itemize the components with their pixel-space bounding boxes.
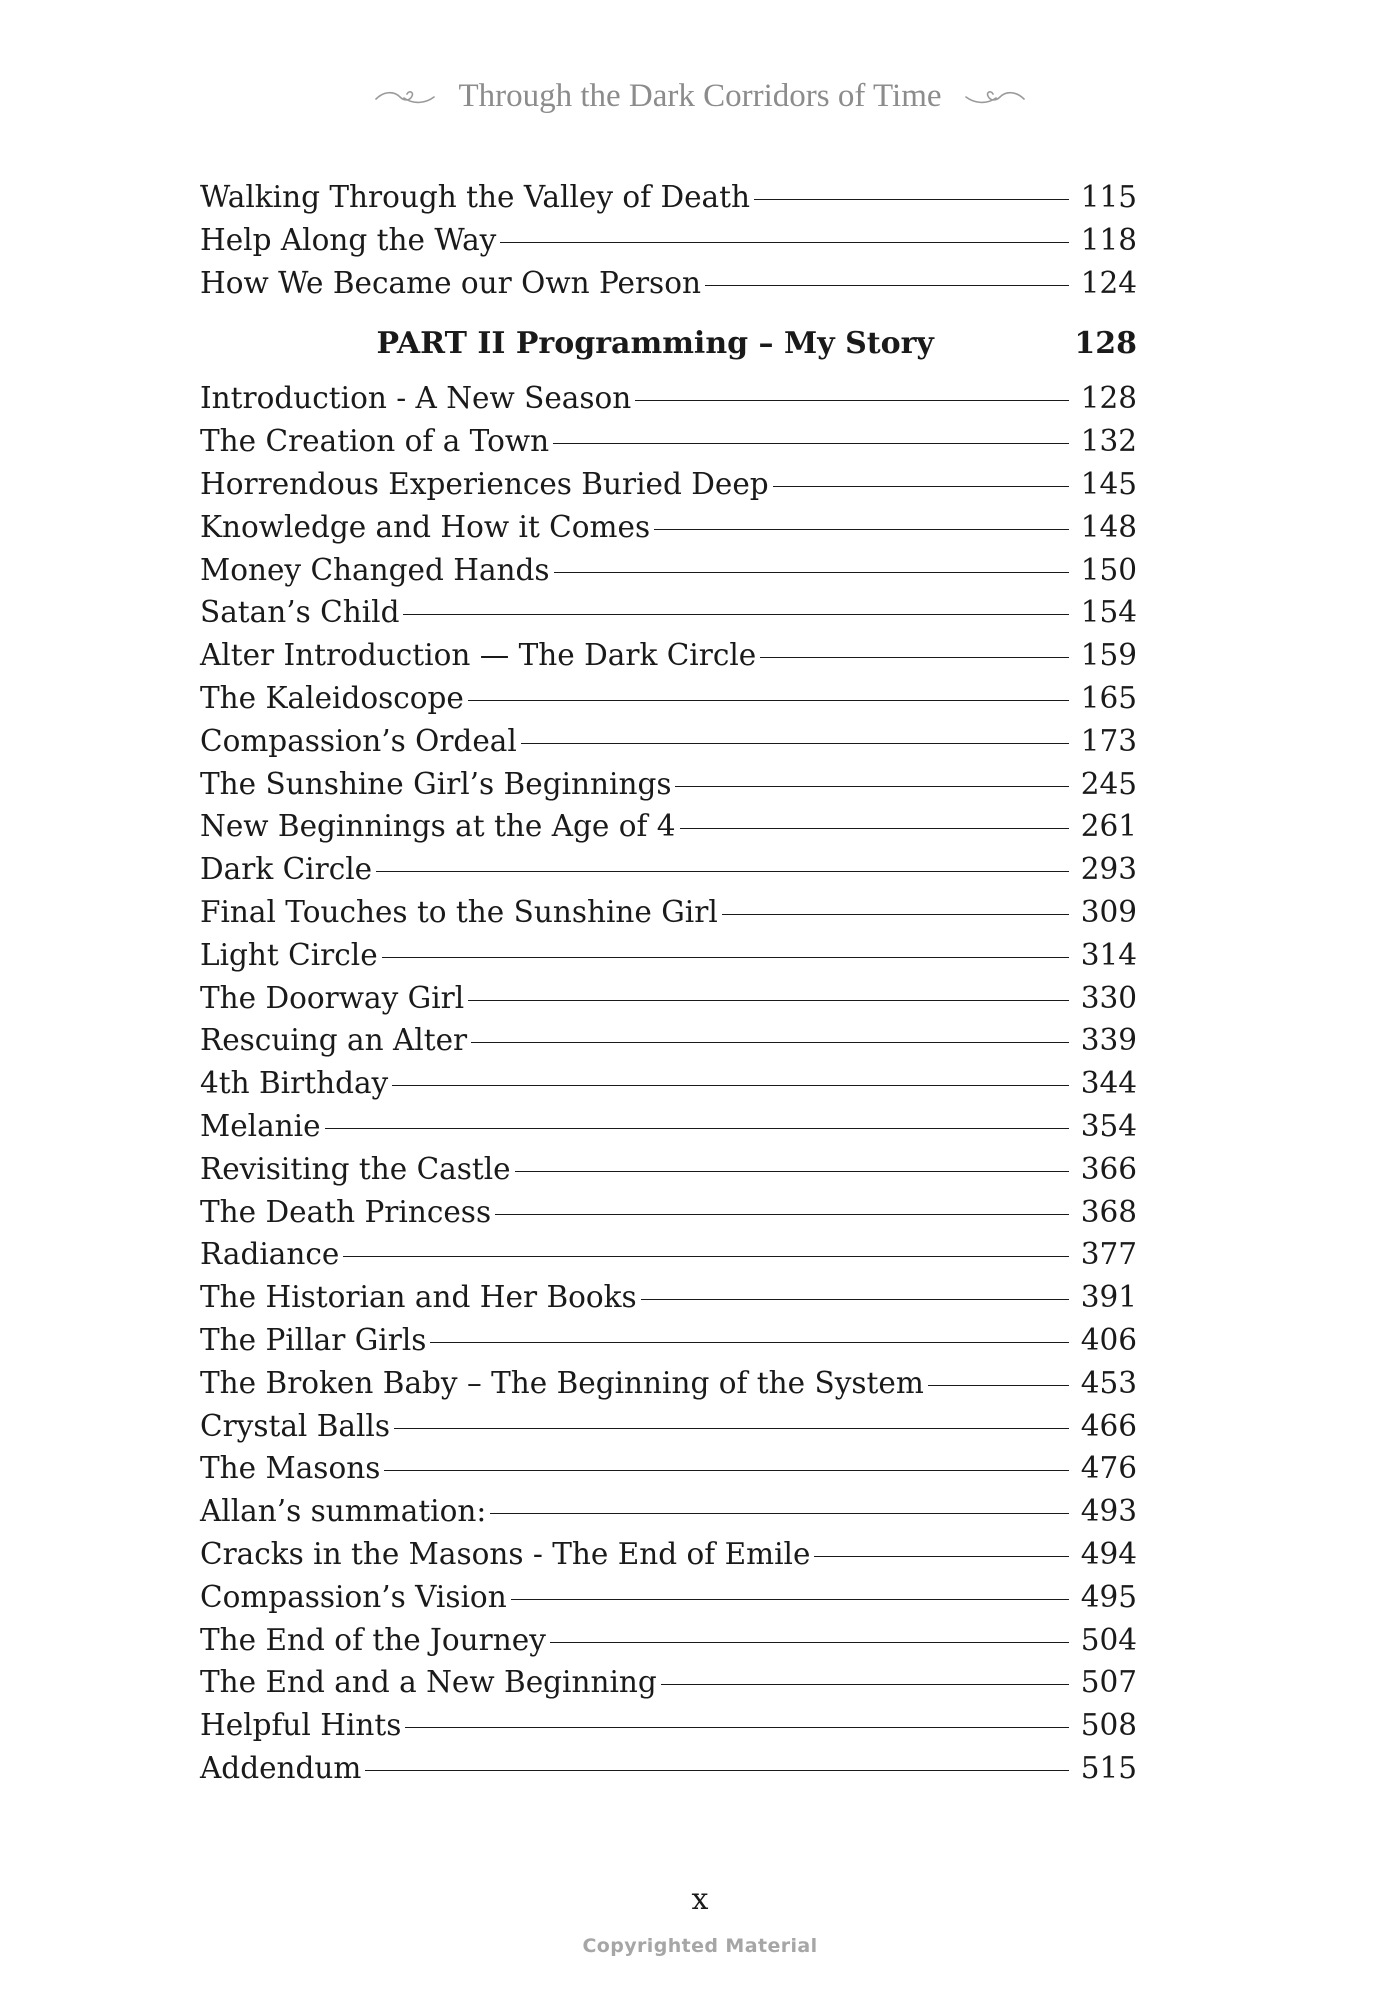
toc-entry-title: Horrendous Experiences Buried Deep	[200, 466, 769, 501]
toc-leader-line	[654, 529, 1069, 530]
toc-leader-line	[928, 1385, 1069, 1386]
toc-entry	[200, 1704, 1137, 1747]
toc-entry	[200, 377, 1137, 420]
toc-entry	[200, 1576, 1137, 1619]
toc-entry-title: The Sunshine Girl’s Beginnings	[200, 766, 672, 801]
toc-leader-line	[468, 1000, 1068, 1001]
toc-leader-line	[405, 1727, 1068, 1728]
toc-leader-line	[754, 199, 1069, 200]
running-title: Through the Dark Corridors of Time	[458, 78, 942, 114]
toc-entry-title: Satan’s Child	[200, 595, 400, 630]
toc-leader-line	[722, 914, 1069, 915]
toc-leader-line	[365, 1770, 1068, 1771]
part-heading	[200, 317, 1137, 371]
toc-entry-title: Rescuing an Alter	[200, 1023, 468, 1058]
part-page-number: 128	[1074, 326, 1137, 362]
toc-entry-page-number: 159	[1080, 638, 1137, 673]
toc-entry-page-number: 453	[1080, 1365, 1137, 1400]
toc-leader-line	[553, 443, 1069, 444]
toc-leader-line	[705, 285, 1069, 286]
toc-leader-line	[500, 242, 1068, 243]
toc-entry-title: How We Became our Own Person	[200, 265, 701, 300]
toc-entry-page-number: 495	[1080, 1579, 1137, 1614]
toc-entries-after-part	[200, 377, 1137, 1789]
toc-entry	[200, 977, 1137, 1020]
toc-entry	[200, 891, 1137, 934]
toc-entry-page-number: 504	[1080, 1622, 1137, 1657]
toc-entry-title: Radiance	[200, 1237, 340, 1272]
toc-entry-page-number: 261	[1080, 809, 1137, 844]
toc-entry-title: Final Touches to the Sunshine Girl	[200, 894, 718, 929]
toc-entry-title: Crystal Balls	[200, 1408, 391, 1443]
toc-entry-page-number: 391	[1080, 1280, 1137, 1315]
toc-entry-page-number: 150	[1080, 552, 1137, 587]
toc-entry-title: The Pillar Girls	[200, 1322, 427, 1357]
toc-leader-line	[661, 1684, 1069, 1685]
toc-entries-before-part	[200, 176, 1137, 304]
toc-entry	[200, 1019, 1137, 1062]
toc-entry-title: The End and a New Beginning	[200, 1665, 657, 1700]
table-of-contents	[200, 176, 1137, 1790]
toc-entry-title: Walking Through the Valley of Death	[200, 180, 750, 214]
toc-entry	[200, 805, 1137, 848]
toc-entry-page-number: 507	[1080, 1665, 1137, 1700]
toc-entry-title: Helpful Hints	[200, 1708, 402, 1743]
toc-entry	[200, 1148, 1137, 1191]
toc-entry	[200, 1362, 1137, 1405]
toc-entry-title: 4th Birthday	[200, 1066, 389, 1101]
toc-entry	[200, 1661, 1137, 1704]
toc-leader-line	[343, 1256, 1068, 1257]
toc-leader-line	[495, 1214, 1069, 1215]
toc-leader-line	[521, 743, 1069, 744]
toc-leader-line	[814, 1556, 1068, 1557]
toc-entry	[200, 1319, 1137, 1362]
toc-leader-line	[392, 1085, 1068, 1086]
toc-leader-line	[554, 572, 1069, 573]
toc-entry	[200, 1619, 1137, 1662]
toc-entry-title: Help Along the Way	[200, 222, 497, 257]
toc-entry	[200, 176, 1137, 219]
toc-leader-line	[468, 700, 1069, 701]
toc-entry-page-number: 118	[1080, 222, 1137, 257]
toc-leader-line	[511, 1599, 1069, 1600]
toc-entry-page-number: 145	[1080, 466, 1137, 501]
toc-entry	[200, 1490, 1137, 1533]
toc-entry	[200, 934, 1137, 977]
toc-entry-page-number: 148	[1080, 509, 1137, 544]
toc-entry	[200, 848, 1137, 891]
toc-entry	[200, 591, 1137, 634]
toc-leader-line	[490, 1513, 1068, 1514]
toc-leader-line	[635, 400, 1068, 401]
toc-entry	[200, 420, 1137, 463]
toc-entry-page-number: 115	[1080, 180, 1137, 214]
flourish-left-icon	[374, 87, 436, 107]
toc-entry	[200, 1105, 1137, 1148]
toc-entry	[200, 1747, 1137, 1790]
toc-leader-line	[680, 828, 1069, 829]
toc-entry-title: The Historian and Her Books	[200, 1280, 637, 1315]
toc-entry-page-number: 132	[1080, 424, 1137, 459]
toc-entry-page-number: 309	[1080, 894, 1137, 929]
toc-leader-line	[550, 1642, 1069, 1643]
toc-leader-line	[430, 1342, 1068, 1343]
toc-entry-title: Introduction - A New Season	[200, 381, 632, 416]
toc-entry	[200, 1276, 1137, 1319]
toc-entry-title: Dark Circle	[200, 852, 373, 887]
toc-entry-page-number: 314	[1080, 937, 1137, 972]
toc-entry	[200, 1447, 1137, 1490]
page-folio: x	[691, 1882, 709, 1917]
toc-entry-page-number: 128	[1080, 381, 1137, 416]
toc-entry-page-number: 508	[1080, 1708, 1137, 1743]
toc-entry-title: The Death Princess	[200, 1194, 492, 1229]
toc-entry	[200, 463, 1137, 506]
toc-entry-title: Cracks in the Masons - The End of Emile	[200, 1536, 811, 1571]
toc-entry	[200, 219, 1137, 262]
toc-entry	[200, 506, 1137, 549]
toc-entry-title: Compassion’s Ordeal	[200, 723, 517, 758]
toc-leader-line	[515, 1171, 1069, 1172]
toc-entry-page-number: 173	[1080, 723, 1137, 758]
toc-leader-line	[394, 1428, 1069, 1429]
toc-leader-line	[773, 486, 1069, 487]
running-header	[0, 78, 1400, 115]
toc-leader-line	[641, 1299, 1069, 1300]
toc-entry	[200, 262, 1137, 305]
toc-entry	[200, 1191, 1137, 1234]
toc-entry-page-number: 494	[1080, 1536, 1137, 1571]
toc-entry-page-number: 154	[1080, 595, 1137, 630]
toc-leader-line	[471, 1042, 1069, 1043]
toc-entry-title: Melanie	[200, 1108, 321, 1143]
toc-entry-title: The Broken Baby – The Beginning of the System	[200, 1365, 924, 1400]
toc-entry-page-number: 515	[1080, 1750, 1137, 1785]
toc-entry-page-number: 330	[1080, 980, 1137, 1015]
toc-entry-page-number: 124	[1080, 265, 1137, 300]
toc-entry	[200, 1533, 1137, 1576]
toc-entry	[200, 677, 1137, 720]
toc-entry-title: New Beginnings at the Age of 4	[200, 809, 676, 844]
toc-entry-page-number: 245	[1080, 766, 1137, 801]
toc-entry-title: The Doorway Girl	[200, 980, 465, 1015]
copyright-notice: Copyrighted Material	[582, 1935, 818, 1957]
toc-entry	[200, 763, 1137, 806]
toc-entry-title: Alter Introduction — The Dark Circle	[200, 638, 757, 673]
toc-leader-line	[382, 957, 1069, 958]
toc-entry-title: The Kaleidoscope	[200, 680, 464, 715]
toc-entry	[200, 720, 1137, 763]
toc-entry	[200, 1062, 1137, 1105]
toc-entry	[200, 1233, 1137, 1276]
toc-entry-title: Revisiting the Castle	[200, 1151, 511, 1186]
toc-entry-title: Money Changed Hands	[200, 552, 550, 587]
toc-entry-page-number: 406	[1080, 1322, 1137, 1357]
toc-leader-line	[325, 1128, 1069, 1129]
toc-entry-page-number: 366	[1080, 1151, 1137, 1186]
toc-entry-page-number: 493	[1080, 1494, 1137, 1529]
toc-entry-title: Compassion’s Vision	[200, 1579, 507, 1614]
toc-entry-page-number: 368	[1080, 1194, 1137, 1229]
toc-leader-line	[403, 614, 1068, 615]
toc-leader-line	[675, 786, 1068, 787]
toc-leader-line	[760, 657, 1068, 658]
toc-entry-page-number: 476	[1080, 1451, 1137, 1486]
toc-entry	[200, 634, 1137, 677]
toc-entry-title: Light Circle	[200, 937, 378, 972]
toc-entry-title: Addendum	[200, 1750, 362, 1785]
toc-entry	[200, 1405, 1137, 1448]
flourish-right-icon	[964, 87, 1026, 107]
toc-entry-title: Knowledge and How it Comes	[200, 509, 651, 544]
toc-leader-line	[384, 1470, 1068, 1471]
toc-entry-title: The Creation of a Town	[200, 424, 550, 459]
toc-entry-page-number: 339	[1080, 1023, 1137, 1058]
toc-leader-line	[376, 871, 1069, 872]
toc-entry	[200, 549, 1137, 592]
toc-entry-page-number: 377	[1080, 1237, 1137, 1272]
toc-entry-page-number: 165	[1080, 680, 1137, 715]
toc-entry-title: Allan’s summation:	[200, 1494, 487, 1529]
toc-entry-title: The End of the Journey	[200, 1622, 546, 1657]
toc-entry-page-number: 466	[1080, 1408, 1137, 1443]
toc-entry-page-number: 344	[1080, 1066, 1137, 1101]
toc-entry-title: The Masons	[200, 1451, 381, 1486]
toc-entry-page-number: 354	[1080, 1108, 1137, 1143]
part-title: PART II Programming – My Story	[376, 326, 934, 362]
toc-entry-page-number: 293	[1080, 852, 1137, 887]
